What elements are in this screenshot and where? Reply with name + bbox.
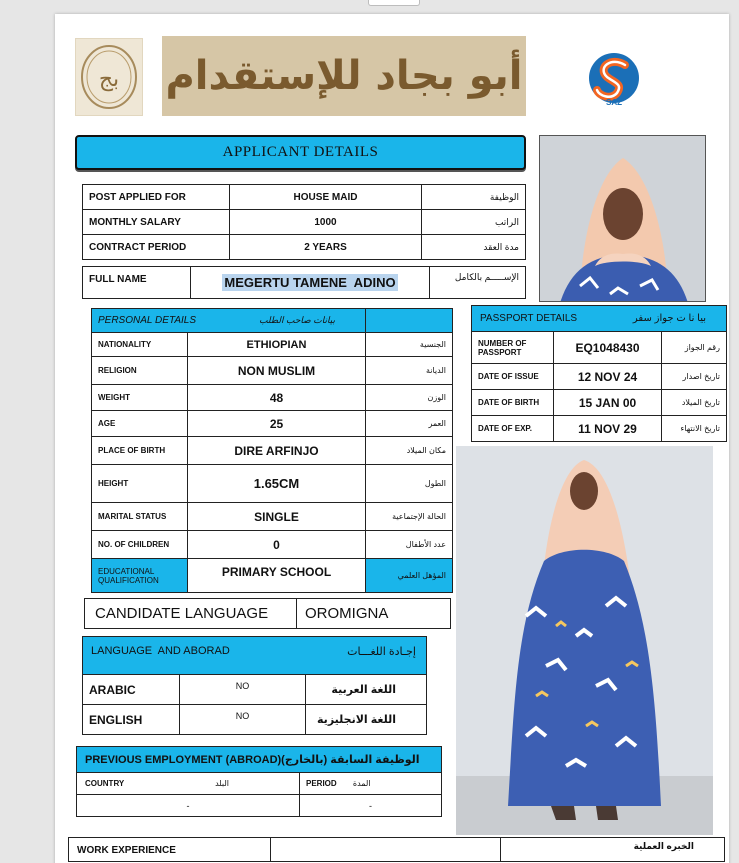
candidate-language-table	[84, 598, 451, 629]
height-label-ar: الطول	[366, 465, 453, 503]
children-label: NO. OF CHILDREN	[92, 531, 188, 559]
table-row	[85, 599, 451, 629]
education-value: PRIMARY SCHOOL	[188, 559, 366, 593]
post-applied-label-ar: الوظيفة	[422, 185, 526, 210]
table-row	[92, 503, 453, 531]
passport-title-text: PASSPORT DETAILS	[480, 313, 578, 324]
period-label: PERIOD	[306, 779, 337, 788]
birth-date-label: DATE OF BIRTH	[472, 390, 554, 416]
expiry-date-label: DATE OF EXP.	[472, 416, 554, 442]
personal-details-table	[91, 308, 453, 593]
applicant-details-title-bar	[75, 135, 526, 170]
passport-number-label: NUMBER OF PASSPORT	[472, 332, 554, 364]
nationality-label-ar: الجنسية	[366, 333, 453, 357]
table-row	[92, 465, 453, 503]
contract-period-value: 2 YEARS	[230, 235, 422, 260]
religion-value: NON MUSLIM	[188, 357, 366, 385]
svg-text:بج: بج	[98, 67, 120, 92]
full-name-label: FULL NAME	[83, 267, 191, 299]
monthly-salary-value: 1000	[230, 210, 422, 235]
work-experience-label: WORK EXPERIENCE	[69, 838, 271, 862]
applicant-cv-page	[55, 14, 729, 863]
country-label: COUNTRY	[85, 779, 125, 788]
work-experience-label-ar: الخبره العملية	[501, 838, 725, 862]
table-row	[83, 705, 427, 735]
passport-title	[472, 306, 727, 332]
applicant-details-title: APPLICANT DETAILS	[222, 144, 379, 160]
contract-period-label: CONTRACT PERIOD	[83, 235, 230, 260]
full-name-cell	[191, 267, 430, 299]
table-row	[92, 559, 453, 593]
table-row	[472, 332, 727, 364]
education-label: EDUCATIONAL QUALIFICATION	[92, 559, 188, 593]
english-label: ENGLISH	[83, 705, 180, 735]
place-of-birth-label-ar: مكان الميلاد	[366, 437, 453, 465]
table-row	[83, 185, 526, 210]
monthly-salary-label: MONTHLY SALARY	[83, 210, 230, 235]
marital-status-label: MARITAL STATUS	[92, 503, 188, 531]
issue-date-label-ar: تاريخ اصدار	[662, 364, 727, 390]
table-row	[472, 364, 727, 390]
language-title-text: LANGUAGE AND ABORAD	[91, 645, 230, 657]
children-value: 0	[188, 531, 366, 559]
english-value: NO	[180, 705, 306, 735]
table-row	[472, 416, 727, 442]
period-header	[300, 773, 442, 795]
arabic-label-ar: اللغة العربية	[306, 675, 427, 705]
applicant-portrait-photo	[539, 135, 706, 302]
table-row	[92, 531, 453, 559]
calligraphy-logo	[75, 38, 143, 116]
nationality-value: ETHIOPIAN	[188, 333, 366, 357]
table-row	[83, 210, 526, 235]
passport-details-table	[471, 305, 727, 442]
table-row	[472, 306, 727, 332]
full-name-value: MEGERTU TAMENE ADINO	[224, 274, 396, 290]
weight-label-ar: الوزن	[366, 385, 453, 411]
age-label: AGE	[92, 411, 188, 437]
personal-title-ar: بيانات صاحب الطلب	[259, 315, 335, 325]
expiry-date-value: 11 NOV 29	[554, 416, 662, 442]
table-row	[92, 411, 453, 437]
expiry-date-label-ar: تاريخ الانتهاء	[662, 416, 727, 442]
country-header	[77, 773, 300, 795]
job-details-table	[82, 184, 526, 260]
personal-header-empty	[366, 309, 453, 333]
full-name-label-ar: الإســـــم بالكامل	[430, 267, 526, 299]
table-row	[77, 773, 442, 795]
contract-period-label-ar: مدة العقد	[422, 235, 526, 260]
candidate-language-label: CANDIDATE LANGUAGE	[85, 599, 297, 629]
place-of-birth-value: DIRE ARFINJO	[188, 437, 366, 465]
post-applied-value: HOUSE MAID	[230, 185, 422, 210]
language-title	[83, 637, 427, 675]
religion-label-ar: الديانة	[366, 357, 453, 385]
age-label-ar: العمر	[366, 411, 453, 437]
svg-text:SAZ: SAZ	[606, 98, 622, 107]
table-row	[83, 675, 427, 705]
table-row	[77, 747, 442, 773]
country-label-ar: البلد	[215, 779, 229, 788]
passport-title-ar: بيا نا ت جواز سفر	[632, 313, 706, 324]
table-row	[83, 267, 526, 299]
saz-logo	[581, 50, 647, 108]
period-value: -	[300, 795, 442, 817]
language-title-ar: إجـادة اللغـــات	[347, 646, 416, 658]
period-label-ar: المدة	[352, 779, 371, 788]
table-row	[77, 795, 442, 817]
birth-date-value: 15 JAN 00	[554, 390, 662, 416]
table-row	[92, 309, 453, 333]
personal-title-text: PERSONAL DETAILS	[98, 315, 196, 326]
passport-number-value: EQ1048430	[554, 332, 662, 364]
agency-name-banner	[162, 36, 526, 116]
table-row	[92, 385, 453, 411]
work-experience-table	[68, 837, 725, 862]
place-of-birth-label: PLACE OF BIRTH	[92, 437, 188, 465]
issue-date-label: DATE OF ISSUE	[472, 364, 554, 390]
height-label: HEIGHT	[92, 465, 188, 503]
marital-status-label-ar: الحالة الإجتماعية	[366, 503, 453, 531]
arabic-label: ARABIC	[83, 675, 180, 705]
previous-employment-title: PREVIOUS EMPLOYMENT (ABROAD)(الوظيفة السابقة (بالخارج	[77, 747, 442, 773]
country-value: -	[77, 795, 300, 817]
table-row	[92, 357, 453, 385]
personal-details-title	[92, 309, 366, 333]
post-applied-label: POST APPLIED FOR	[83, 185, 230, 210]
table-row	[92, 437, 453, 465]
weight-value: 48	[188, 385, 366, 411]
table-row	[83, 235, 526, 260]
height-value: 1.65CM	[188, 465, 366, 503]
table-row	[472, 390, 727, 416]
religion-label: RELIGION	[92, 357, 188, 385]
candidate-language-value: OROMIGNA	[297, 599, 451, 629]
weight-label: WEIGHT	[92, 385, 188, 411]
agency-name-arabic: أبو بجاد للإستقدام	[165, 53, 523, 99]
birth-date-label-ar: تاريخ الميلاد	[662, 390, 727, 416]
issue-date-value: 12 NOV 24	[554, 364, 662, 390]
previous-employment-table	[76, 746, 442, 817]
table-row	[92, 333, 453, 357]
passport-number-label-ar: رقم الجواز	[662, 332, 727, 364]
applicant-full-body-photo	[456, 446, 713, 835]
education-label-ar: المؤهل العلمي	[366, 559, 453, 593]
full-name-table	[82, 266, 526, 299]
english-label-ar: اللغة الانجليزية	[306, 705, 427, 735]
arabic-value: NO	[180, 675, 306, 705]
table-row	[69, 838, 725, 862]
language-table	[82, 636, 427, 735]
work-experience-cell	[271, 838, 501, 862]
marital-status-value: SINGLE	[188, 503, 366, 531]
window-top-handle[interactable]	[368, 0, 420, 6]
age-value: 25	[188, 411, 366, 437]
table-row	[83, 637, 427, 675]
children-label-ar: عدد الأطفال	[366, 531, 453, 559]
monthly-salary-label-ar: الراتب	[422, 210, 526, 235]
nationality-label: NATIONALITY	[92, 333, 188, 357]
